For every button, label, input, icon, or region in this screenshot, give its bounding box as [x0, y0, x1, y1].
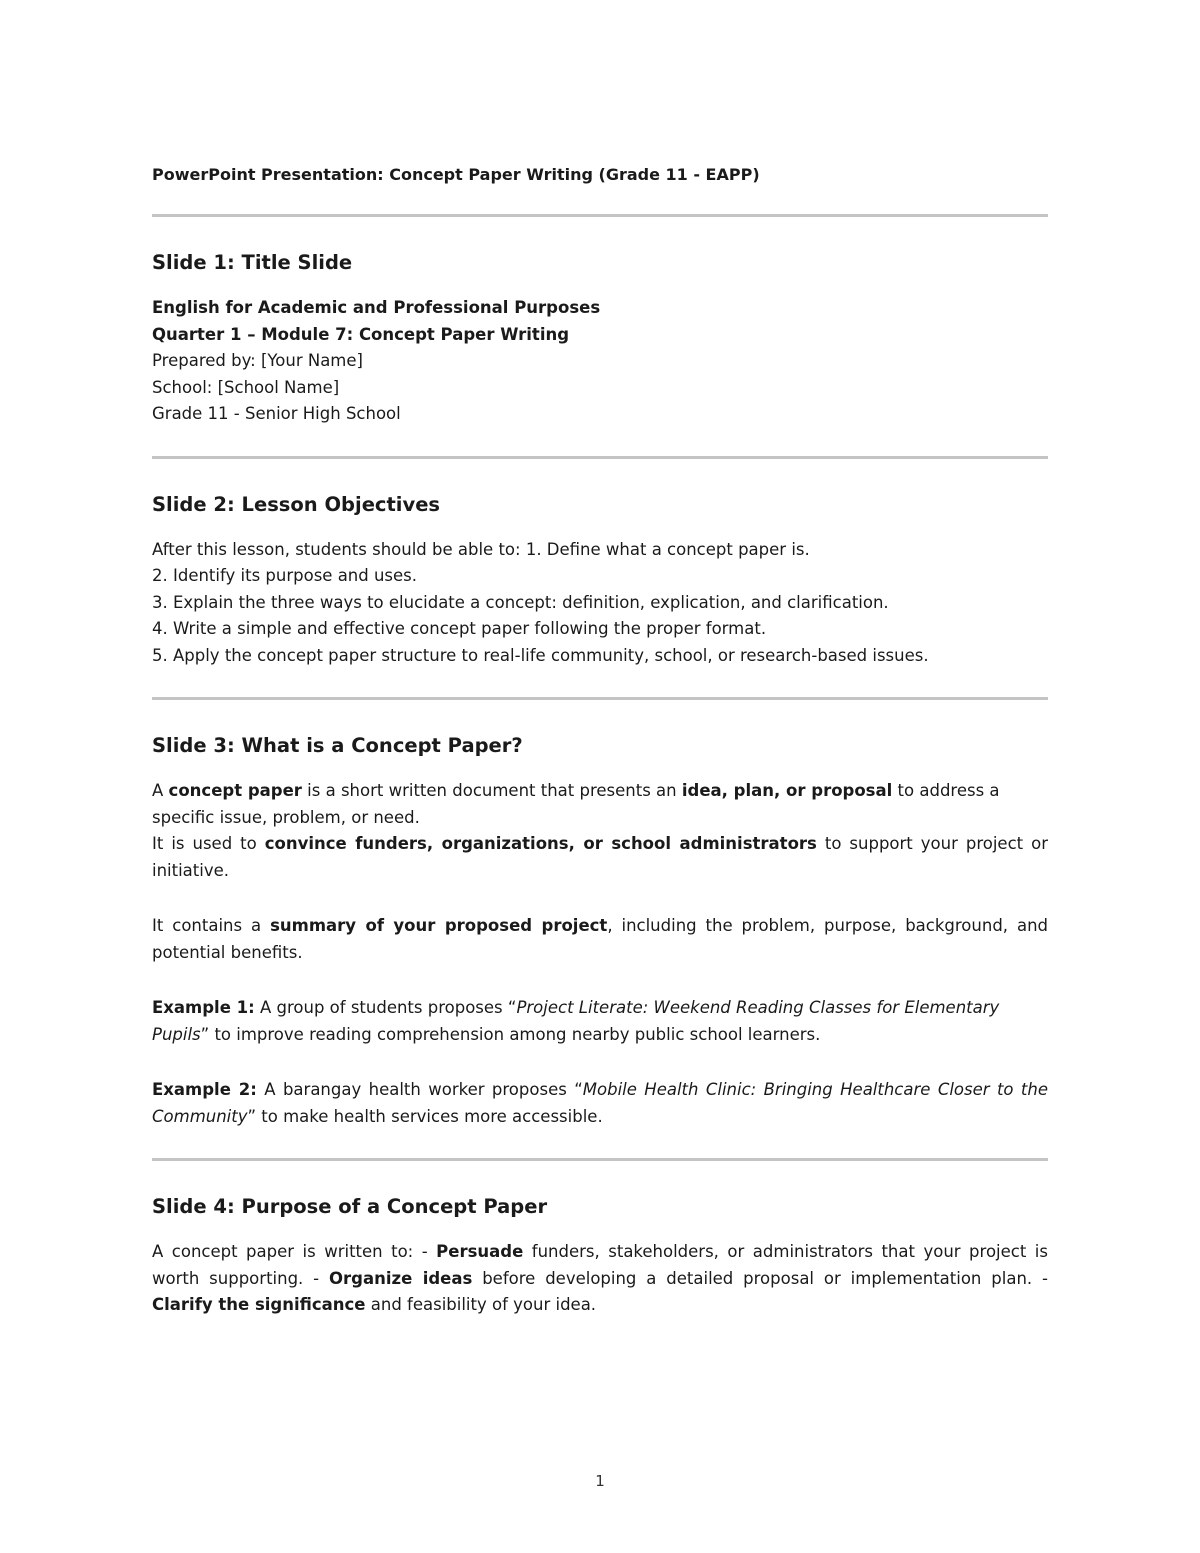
text: It is used to [152, 834, 265, 853]
slide1-module: Quarter 1 – Module 7: Concept Paper Writing [152, 324, 570, 344]
divider [152, 1158, 1048, 1161]
text: to address a specific issue, problem, or need. [152, 781, 1000, 827]
text: ” to improve reading comprehension among nearby public school learners. [200, 1024, 821, 1044]
slide3-contents [152, 913, 1048, 966]
text: A group of students proposes “ [254, 998, 517, 1017]
slide1-school: School: [School Name] [152, 377, 340, 397]
objective-item: 4. Write a simple and effective concept paper following the proper format. [152, 619, 767, 638]
bold-text: Organize ideas [329, 1268, 473, 1288]
slide3-heading: Slide 3: What is a Concept Paper? [152, 734, 523, 757]
bold-text: concept paper [168, 781, 302, 800]
slide1-prepared-by: Prepared by: [Your Name] [152, 351, 363, 370]
text: and feasibility of your idea. [365, 1295, 597, 1314]
text: A concept paper is written to: - [152, 1242, 437, 1261]
objective-item: 3. Explain the three ways to elucidate a concept: definition, explication, and clarification. [152, 592, 889, 612]
text: A [152, 781, 169, 800]
slide3-example-2 [152, 1077, 1048, 1130]
text: before developing a detailed proposal or implementation plan. - [472, 1268, 1048, 1288]
slide2-objectives [152, 537, 1048, 670]
example-label: Example 1: [152, 998, 255, 1017]
bold-text: idea, plan, or proposal [681, 781, 893, 800]
text: , including the problem, purpose, background, and potential benefits. [152, 916, 1049, 962]
bold-text: convince funders, organizations, or school administrators [264, 834, 817, 853]
objective-item: 5. Apply the concept paper structure to real-life community, school, or research-based issues. [152, 645, 929, 665]
bold-text: Clarify the significance [152, 1295, 366, 1314]
document-page [152, 160, 1048, 1319]
divider [152, 456, 1048, 459]
objective-item: 2. Identify its purpose and uses. [152, 566, 418, 585]
slide3-usage [152, 831, 1048, 884]
divider [152, 214, 1048, 217]
slide1-grade: Grade 11 - Senior High School [152, 404, 401, 423]
slide1-course: English for Academic and Professional Purposes [152, 298, 601, 317]
slide3-example-1 [152, 995, 1048, 1048]
divider [152, 697, 1048, 700]
text: is a short written document that presents an [301, 781, 682, 800]
objective-item: After this lesson, students should be able to: 1. Define what a concept paper is. [152, 539, 810, 559]
text: A barangay health worker proposes “ [256, 1080, 583, 1099]
bold-text: summary of your proposed project [270, 916, 608, 935]
text: ” to make health services more accessible. [247, 1106, 603, 1126]
slide2-heading: Slide 2: Lesson Objectives [152, 492, 441, 516]
italic-text: Mobile Health Clinic: Bringing Healthcare Closer to the Community [152, 1080, 1048, 1126]
text: It contains a [152, 916, 271, 935]
slide1-body [152, 295, 1048, 428]
example-label: Example 2: [152, 1080, 257, 1099]
italic-text: Project Literate: Weekend Reading Classes for Elementary Pupils [152, 998, 1000, 1044]
text: to support your project or initiative. [152, 834, 1048, 880]
slide4-heading: Slide 4: Purpose of a Concept Paper [152, 1195, 548, 1218]
slide4-purpose [152, 1239, 1048, 1319]
text: funders, stakeholders, or administrators that your project is worth supporting. - [152, 1242, 1048, 1288]
page-number: 1 [595, 1472, 605, 1490]
bold-text: Persuade [436, 1242, 524, 1261]
document-title: PowerPoint Presentation: Concept Paper Writing (Grade 11 - EAPP) [152, 165, 760, 184]
slide1-heading: Slide 1: Title Slide [152, 251, 353, 274]
slide3-definition [152, 778, 1048, 831]
